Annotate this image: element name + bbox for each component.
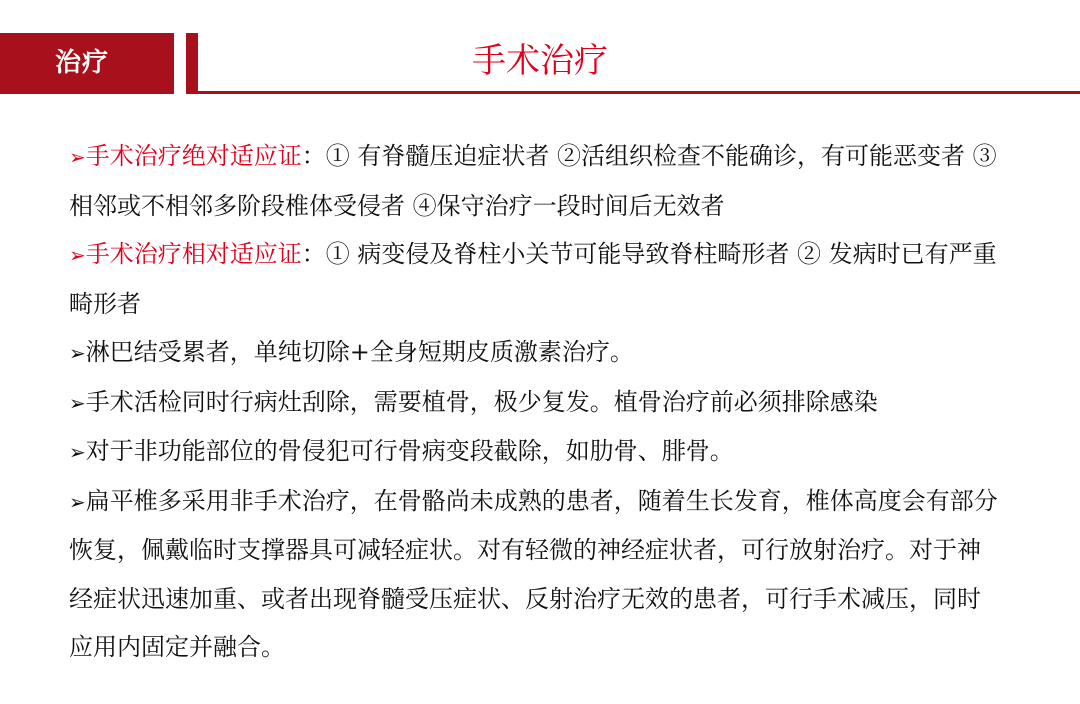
bullet-arrow-icon: ➢	[69, 243, 86, 267]
bullet-arrow-icon: ➢	[69, 145, 86, 169]
bullet-arrow-icon: ➢	[69, 489, 86, 514]
section-tab: 治疗	[0, 33, 174, 94]
content-body	[69, 132, 999, 672]
bullet-arrow-icon: ➢	[69, 341, 86, 365]
paragraph-text: ：① 病变侵及脊柱小关节可能导致脊柱畸形者 ② 发病时已有严重畸形者	[69, 240, 997, 318]
bullet-arrow-icon: ➢	[69, 390, 86, 415]
paragraph-lead: 手术治疗绝对适应证	[85, 142, 302, 170]
header-rule	[186, 91, 1080, 94]
paragraph-text: ：① 有脊髓压迫症状者 ②活组织检查不能确诊，有可能恶变者 ③ 相邻或不相邻多阶段椎体受侵者 ④保守治疗一段时间后无效者	[69, 142, 997, 220]
paragraph-relative-indications	[69, 230, 999, 328]
paragraph-text: 手术活检同时行病灶刮除，需要植骨，极少复发。植骨治疗前必须排除感染	[85, 387, 878, 416]
paragraph-lead: 手术治疗相对适应证	[85, 240, 302, 268]
paragraph-biopsy-curettage	[69, 378, 999, 428]
page-title: 手术治疗	[472, 41, 608, 81]
paragraph-absolute-indications	[69, 132, 999, 230]
bullet-arrow-icon: ➢	[69, 440, 86, 464]
paragraph-text: 对于非功能部位的骨侵犯可行骨病变段截除，如肋骨、腓骨。	[85, 437, 734, 465]
paragraph-text: 淋巴结受累者，单纯切除+全身短期皮质激素治疗。	[85, 338, 634, 366]
paragraph-segment-resection	[69, 427, 999, 477]
paragraph-lymph-node	[69, 328, 999, 378]
paragraph-vertebra-plana	[69, 477, 999, 672]
paragraph-text: 扁平椎多采用非手术治疗，在骨骼尚未成熟的患者，随着生长发育，椎体高度会有部分恢复，佩戴临时支撑器具可减轻症状。对有轻微的神经症状者，可行放射治疗。对于神经症状迅速加重、或者出现脊髓受压症状、反射治疗无效的患者，可行手术减压，同时应用内固定并融合。	[69, 486, 998, 661]
